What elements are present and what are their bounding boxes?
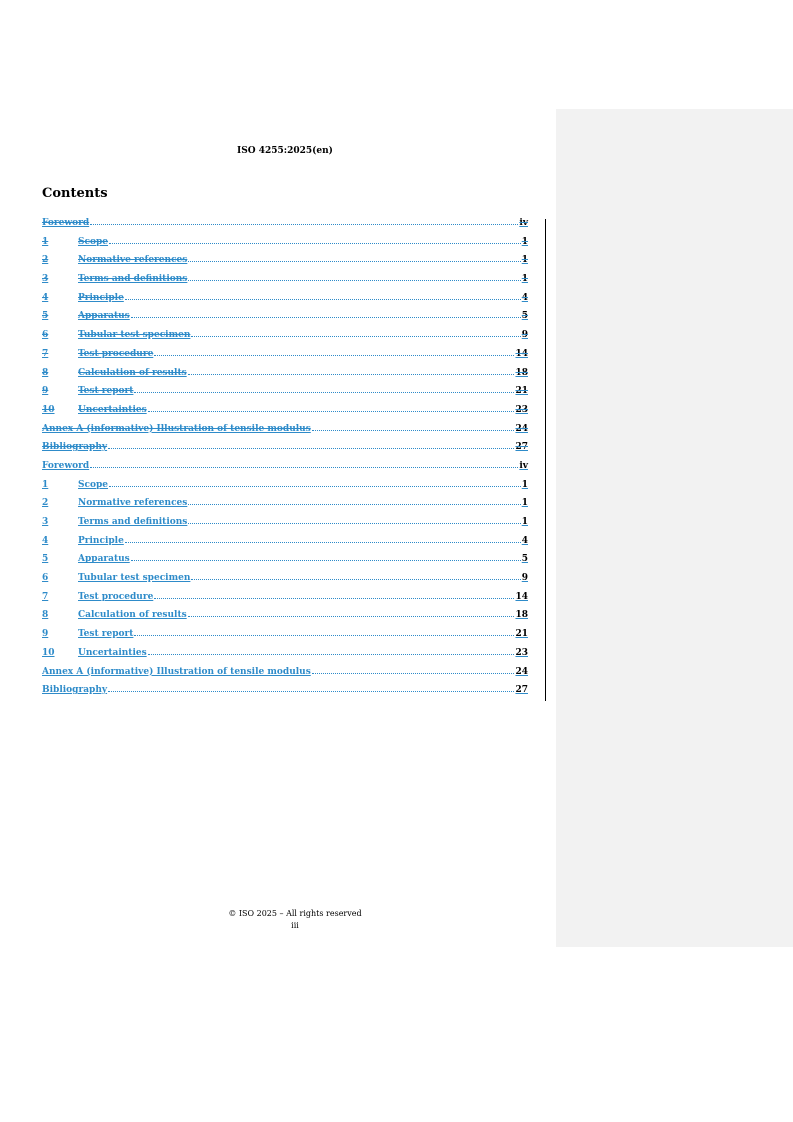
toc-entry-title: Principle [78, 535, 124, 546]
toc-entry-title: Tubular test specimen [78, 573, 191, 584]
toc-entry-title: Apparatus [78, 554, 130, 565]
toc-entry-link[interactable] [42, 255, 528, 274]
toc-entry-number: 10 [42, 404, 55, 415]
toc-entry-title: Foreword [42, 460, 90, 471]
copyright-notice: © ISO 2025 – All rights reserved [228, 909, 362, 918]
page-number: iii [291, 921, 299, 930]
toc-entry-page: 21 [515, 386, 528, 397]
toc-entry-page: 24 [515, 666, 528, 677]
toc-entry-link[interactable] [42, 368, 528, 387]
toc-entry-title: Bibliography [42, 442, 108, 453]
toc-entry-link[interactable] [42, 424, 528, 443]
toc-entry-title: Annex A (informative) Illustration of tensile modulus [42, 666, 311, 677]
toc-entry-number: 10 [42, 647, 55, 658]
toc-entry-title: Normative references [78, 498, 188, 509]
toc-entry-page: 1 [521, 236, 528, 247]
toc-entry-number: 9 [42, 386, 49, 397]
toc-entry-title: Annex A (informative) Illustration of tensile modulus [42, 423, 311, 434]
toc-dot-leader [134, 635, 514, 636]
toc-dot-leader [148, 411, 515, 412]
toc-entry-page: 1 [521, 517, 528, 527]
toc-entry-title: Foreword [42, 218, 90, 228]
toc-entry-title: Apparatus [78, 311, 130, 322]
toc-entry-number: 9 [42, 629, 49, 640]
toc-entry-link[interactable] [42, 573, 528, 592]
toc-entry-title: Test report [78, 386, 134, 397]
toc-dot-leader [134, 392, 514, 393]
toc-dot-leader [188, 504, 520, 505]
toc-entry-link[interactable] [42, 330, 528, 349]
toc-entry-page: 5 [521, 554, 528, 565]
toc-entry-link[interactable] [42, 648, 528, 667]
table-of-contents [42, 218, 528, 704]
toc-dot-leader [109, 243, 521, 244]
toc-entry-title: Terms and definitions [78, 517, 188, 527]
toc-entry-number: 6 [42, 573, 49, 584]
toc-entry-link[interactable] [42, 554, 528, 573]
toc-entry-page: 18 [515, 610, 528, 621]
toc-dot-leader [131, 560, 521, 561]
toc-entry-number: 7 [42, 591, 49, 602]
toc-dot-leader [90, 467, 518, 468]
toc-entry-title: Test procedure [78, 348, 154, 359]
toc-entry-link[interactable] [42, 592, 528, 611]
toc-entry-title: Tubular test specimen [78, 330, 191, 341]
toc-entry-title: Test procedure [78, 591, 154, 602]
toc-dot-leader [188, 374, 515, 375]
toc-entry-link[interactable] [42, 461, 528, 480]
toc-dot-leader [125, 299, 521, 300]
toc-dot-leader [154, 355, 514, 356]
toc-dot-leader [312, 673, 515, 674]
toc-entry-page: 14 [515, 591, 528, 602]
toc-entry-link[interactable] [42, 685, 528, 704]
toc-entry-link[interactable] [42, 237, 528, 256]
toc-entry-number: 4 [42, 535, 49, 546]
toc-entry-page: 21 [515, 629, 528, 640]
toc-entry-number: 6 [42, 330, 49, 341]
toc-dot-leader [188, 280, 520, 281]
toc-entry-link[interactable] [42, 517, 528, 536]
toc-entry-title: Bibliography [42, 685, 108, 696]
toc-entry-page: 1 [521, 479, 528, 490]
toc-dot-leader [188, 523, 520, 524]
toc-entry-link[interactable] [42, 498, 528, 517]
toc-entry-number: 2 [42, 255, 49, 266]
toc-entry-link[interactable] [42, 311, 528, 330]
toc-entry-number: 5 [42, 554, 49, 565]
toc-entry-page: 5 [521, 311, 528, 322]
toc-entry-number: 1 [42, 479, 49, 490]
toc-entry-link[interactable] [42, 405, 528, 424]
toc-entry-page: 4 [521, 292, 528, 303]
toc-entry-page: 9 [521, 330, 528, 341]
toc-entry-page: iv [519, 460, 528, 471]
toc-entry-title: Calculation of results [78, 610, 187, 621]
toc-entry-link[interactable] [42, 480, 528, 499]
toc-entry-page: 23 [515, 404, 528, 415]
toc-entry-title: Scope [78, 236, 109, 247]
toc-entry-link[interactable] [42, 442, 528, 461]
toc-entry-number: 1 [42, 236, 49, 247]
toc-entry-link[interactable] [42, 218, 528, 237]
toc-entry-page: 27 [515, 685, 528, 696]
toc-entry-number: 3 [42, 274, 49, 285]
toc-entry-link[interactable] [42, 610, 528, 629]
toc-entry-number: 2 [42, 498, 49, 509]
toc-entry-title: Terms and definitions [78, 274, 188, 285]
toc-entry-page: 1 [521, 274, 528, 285]
toc-entry-link[interactable] [42, 349, 528, 368]
toc-inserted-entries [42, 461, 528, 704]
toc-entry-page: 9 [521, 573, 528, 584]
toc-dot-leader [188, 261, 520, 262]
toc-entry-title: Normative references [78, 255, 188, 266]
toc-dot-leader [125, 542, 521, 543]
toc-dot-leader [148, 654, 515, 655]
toc-entry-page: 1 [521, 255, 528, 266]
toc-entry-link[interactable] [42, 386, 528, 405]
toc-entry-number: 8 [42, 610, 49, 621]
toc-entry-page: 27 [515, 442, 528, 453]
toc-dot-leader [109, 486, 521, 487]
toc-dot-leader [312, 430, 515, 431]
toc-entry-link[interactable] [42, 536, 528, 555]
toc-entry-title: Uncertainties [78, 404, 147, 415]
toc-entry-number: 4 [42, 292, 49, 303]
toc-dot-leader [154, 598, 514, 599]
comment-pane [556, 109, 793, 947]
toc-entry-title: Calculation of results [78, 367, 187, 378]
toc-entry-title: Test report [78, 629, 134, 640]
toc-entry-link[interactable] [42, 274, 528, 293]
toc-dot-leader [108, 691, 514, 692]
toc-entry-link[interactable] [42, 667, 528, 686]
toc-entry-number: 7 [42, 348, 49, 359]
toc-entry-page: 23 [515, 647, 528, 658]
page-footer [42, 908, 548, 932]
revision-change-bar [545, 219, 546, 701]
toc-entry-page: 18 [515, 367, 528, 378]
toc-entry-page: iv [519, 218, 528, 228]
toc-dot-leader [191, 336, 520, 337]
toc-entry-link[interactable] [42, 293, 528, 312]
toc-deleted-entries [42, 218, 528, 461]
toc-entry-title: Scope [78, 479, 109, 490]
document-header: ISO 4255:2025(en) [237, 146, 333, 156]
toc-entry-number: 5 [42, 311, 49, 322]
toc-entry-page: 4 [521, 535, 528, 546]
toc-dot-leader [131, 317, 521, 318]
toc-dot-leader [108, 448, 514, 449]
toc-entry-page: 14 [515, 348, 528, 359]
toc-entry-page: 24 [515, 423, 528, 434]
toc-entry-number: 3 [42, 517, 49, 527]
toc-entry-title: Uncertainties [78, 647, 147, 658]
contents-heading: Contents [42, 186, 108, 201]
toc-entry-number: 8 [42, 367, 49, 378]
toc-dot-leader [90, 224, 518, 225]
toc-entry-link[interactable] [42, 629, 528, 648]
toc-entry-title: Principle [78, 292, 124, 303]
toc-entry-page: 1 [521, 498, 528, 509]
toc-dot-leader [188, 616, 515, 617]
toc-dot-leader [191, 579, 520, 580]
